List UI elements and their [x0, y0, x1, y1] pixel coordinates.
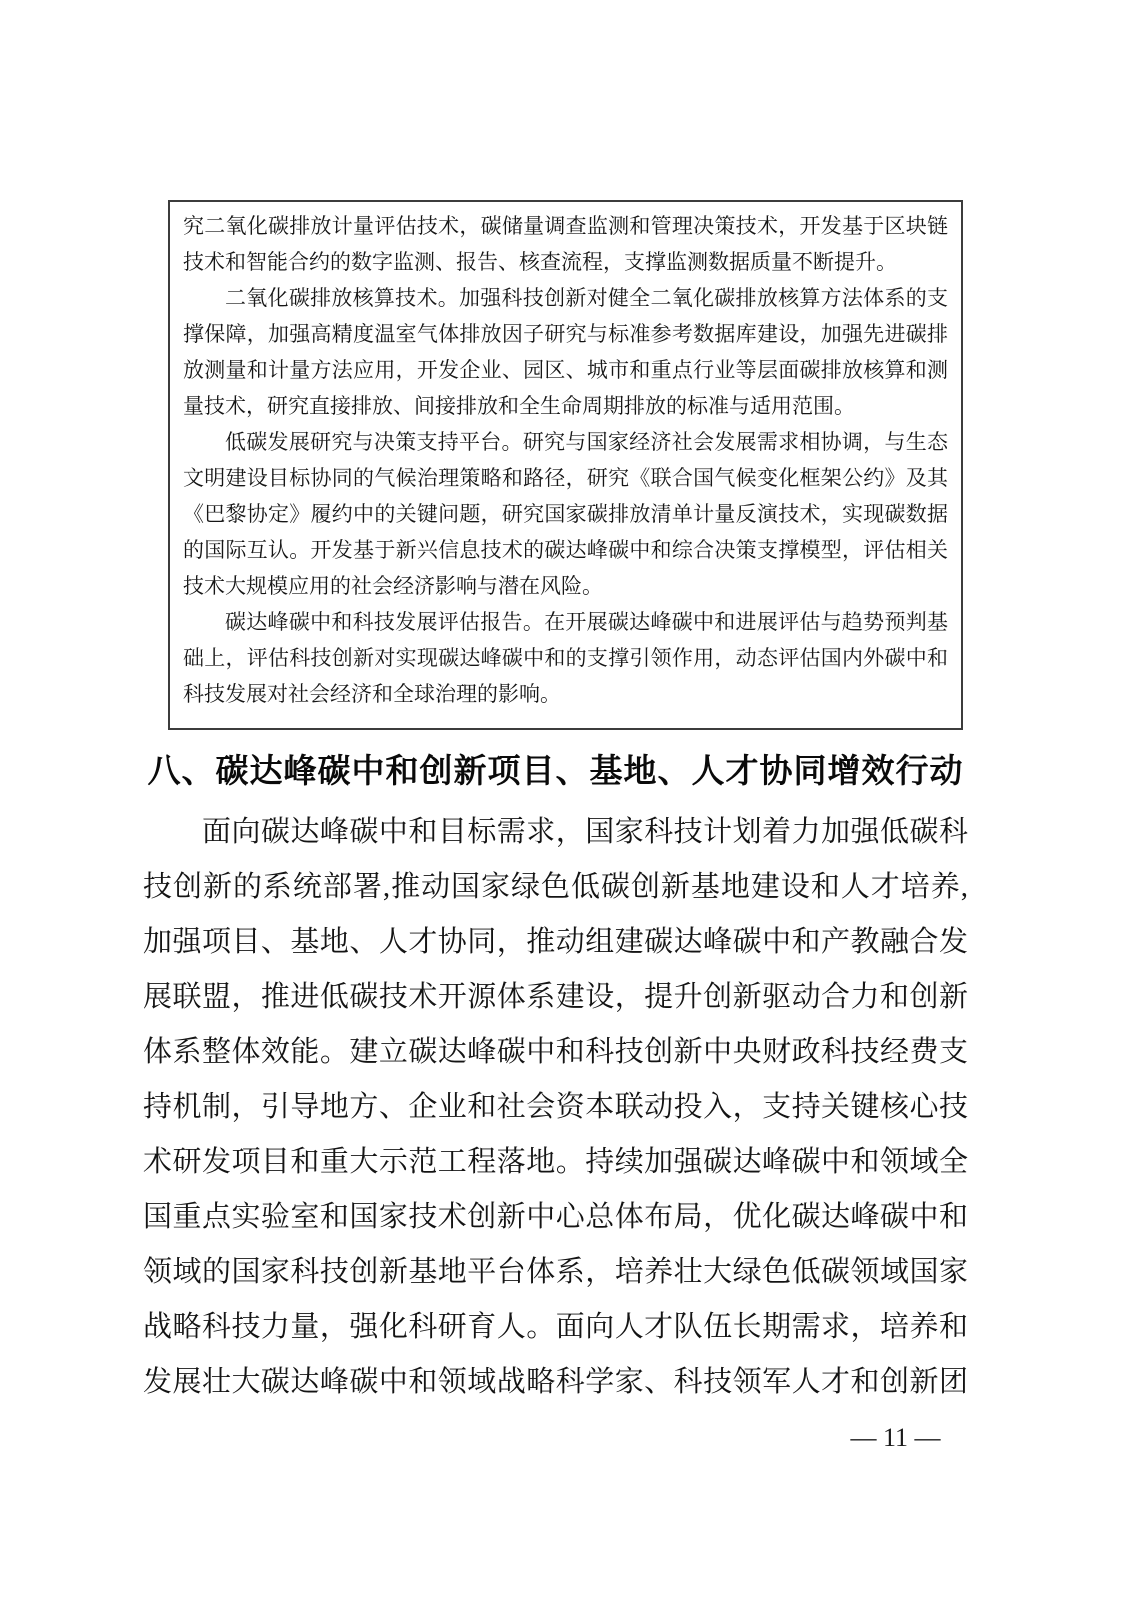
text-line: 放测量和计量方法应用，开发企业、园区、城市和重点行业等层面碳排放核算和测 [183, 358, 948, 382]
text-line: 面向碳达峰碳中和目标需求，国家科技计划着力加强低碳科 [202, 816, 968, 848]
text-line: 文明建设目标协同的气候治理策略和路径，研究《联合国气候变化框架公约》及其 [183, 466, 948, 490]
text-line: 国重点实验室和国家技术创新中心总体布局，优化碳达峰碳中和 [143, 1201, 968, 1233]
text-line: 的国际互认。开发基于新兴信息技术的碳达峰碳中和综合决策支撑模型，评估相关 [183, 538, 948, 562]
text-line: 技创新的系统部署,推动国家绿色低碳创新基地建设和人才培养, [143, 871, 968, 903]
text-line: 术研发项目和重大示范工程落地。持续加强碳达峰碳中和领域全 [143, 1146, 968, 1178]
text-line: 技术大规模应用的社会经济影响与潜在风险。 [183, 574, 603, 598]
text-line: 加强项目、基地、人才协同，推动组建碳达峰碳中和产教融合发 [143, 926, 968, 958]
text-line: 持机制，引导地方、企业和社会资本联动投入，支持关键核心技 [143, 1091, 968, 1123]
section-heading: 八、碳达峰碳中和创新项目、基地、人才协同增效行动 [147, 752, 964, 789]
text-line: 量技术，研究直接排放、间接排放和全生命周期排放的标准与适用范围。 [183, 394, 855, 418]
body-paragraph [143, 805, 968, 1410]
text-line: 体系整体效能。建立碳达峰碳中和科技创新中央财政科技经费支 [143, 1036, 968, 1068]
text-line: 究二氧化碳排放计量评估技术，碳储量调查监测和管理决策技术，开发基于区块链 [183, 214, 948, 238]
text-line: 低碳发展研究与决策支持平台。研究与国家经济社会发展需求相协调，与生态 [225, 430, 948, 454]
text-line: 二氧化碳排放核算技术。加强科技创新对健全二氧化碳排放核算方法体系的支 [225, 286, 948, 310]
boxed-excerpt-block [168, 200, 963, 730]
text-line: 领域的国家科技创新基地平台体系，培养壮大绿色低碳领域国家 [143, 1256, 968, 1288]
text-line: 展联盟，推进低碳技术开源体系建设，提升创新驱动合力和创新 [143, 981, 968, 1013]
text-line: 《巴黎协定》履约中的关键问题，研究国家碳排放清单计量反演技术，实现碳数据 [183, 502, 948, 526]
text-line: 技术和智能合约的数字监测、报告、核查流程，支撑监测数据质量不断提升。 [183, 250, 897, 274]
text-line: 碳达峰碳中和科技发展评估报告。在开展碳达峰碳中和进展评估与趋势预判基 [225, 610, 948, 634]
text-line: 科技发展对社会经济和全球治理的影响。 [183, 682, 561, 706]
text-line: 撑保障，加强高精度温室气体排放因子研究与标准参考数据库建设，加强先进碳排 [183, 322, 948, 346]
page-number: — 11 — [850, 1423, 941, 1452]
text-line: 础上，评估科技创新对实现碳达峰碳中和的支撑引领作用，动态评估国内外碳中和 [183, 646, 948, 670]
text-line: 战略科技力量，强化科研育人。面向人才队伍长期需求，培养和 [143, 1311, 968, 1343]
text-line: 发展壮大碳达峰碳中和领域战略科学家、科技领军人才和创新团 [143, 1366, 968, 1398]
